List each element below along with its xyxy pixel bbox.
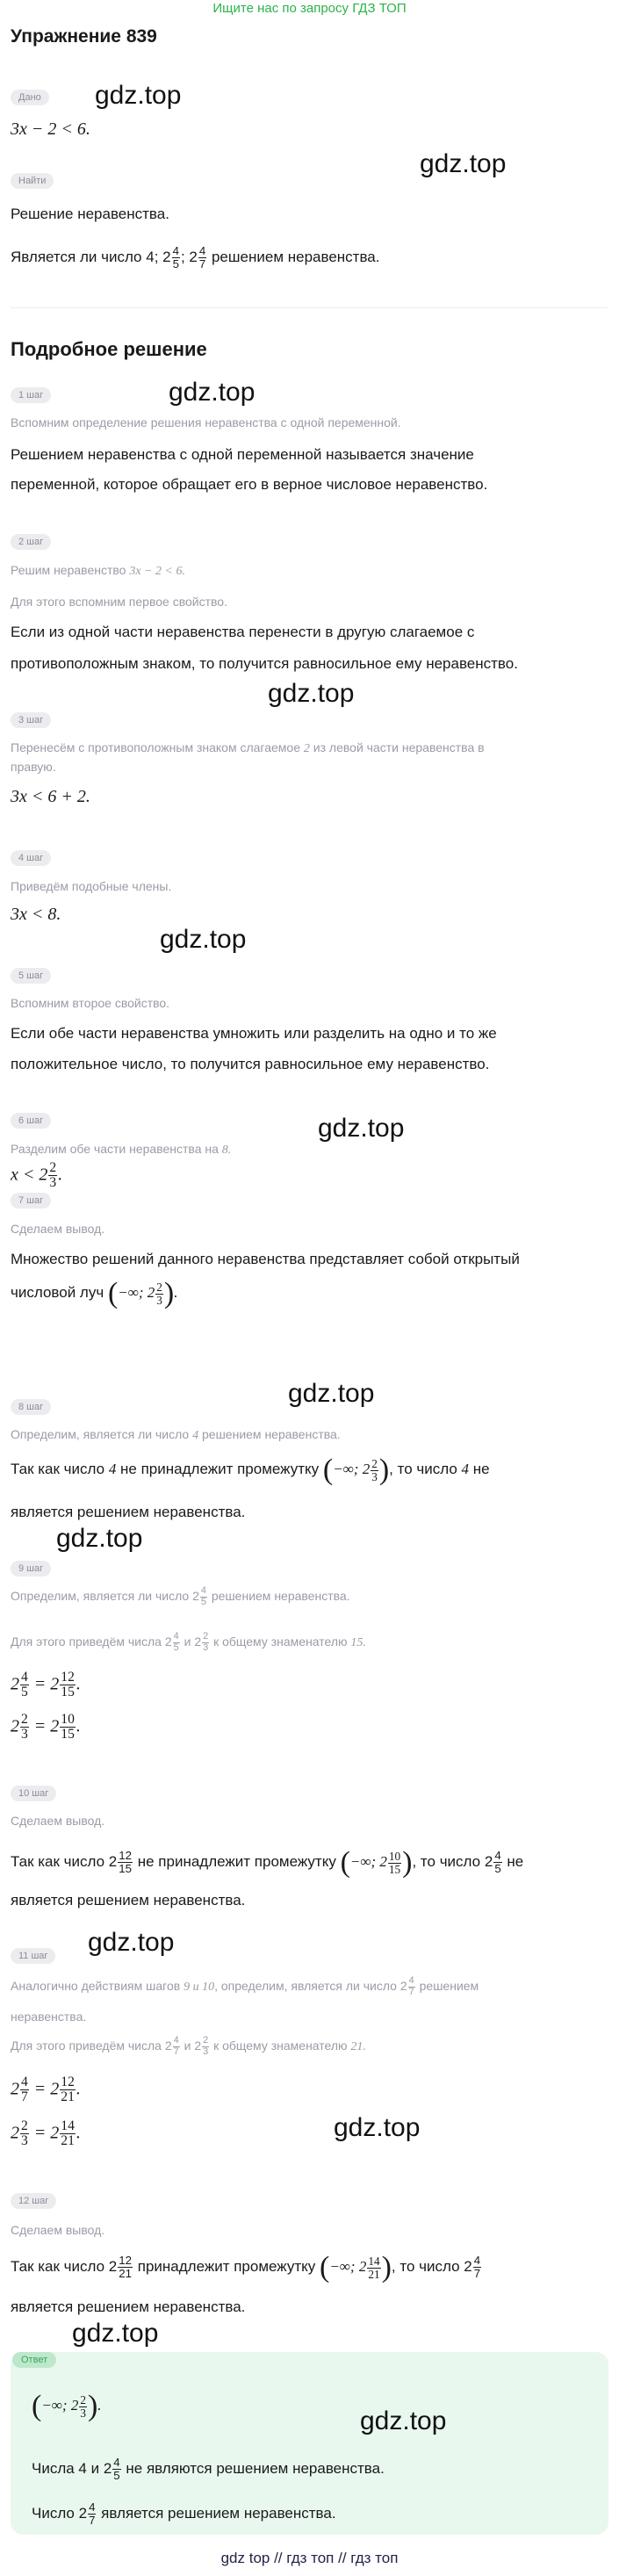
watermark: gdz.top [88, 1928, 175, 1957]
answer-label: Ответ [12, 2352, 56, 2368]
step-7-text-2: числовой луч (−∞; 2 $\frac{2}{3}$ ). [11, 1277, 178, 1310]
given-label: Дано [11, 90, 49, 105]
answer-line-2: Числа 4 и 2 $\frac{4}{5}$ не являются решением неравенства. [32, 2456, 385, 2483]
step-12-text-2: является решением неравенства. [11, 2298, 246, 2315]
given-math: 3x − 2 < 6. [11, 119, 90, 139]
step-11-label: 11 шаг [11, 1948, 55, 1964]
step-11-muted-1: Аналогично действиям шагов 9 и 10, определим, является ли число 2 $\frac{4}{7}$ решением [11, 1975, 479, 1997]
step-6-math: x < 2 $\frac{2}{3}$ . [11, 1160, 63, 1191]
step-6-label: 6 шаг [11, 1113, 51, 1129]
watermark: gdz.top [268, 679, 355, 708]
step-2-label: 2 шаг [11, 534, 51, 550]
step-2-text-1: Если из одной части неравенства перенести в другую слагаемое с [11, 624, 475, 640]
step-8-label: 8 шаг [11, 1399, 51, 1415]
step-5-muted: Вспомним второе свойство. [11, 996, 170, 1010]
step-7-muted: Сделаем вывод. [11, 1222, 105, 1236]
step-9-muted-1: Определим, является ли число 2 $\frac{4}{5}$ решением неравенства. [11, 1585, 350, 1607]
step-5-text-1: Если обе части неравенства умножить или разделить на одно и то же [11, 1025, 497, 1042]
step-1-label: 1 шаг [11, 387, 51, 403]
step-1-muted: Вспомним определение решения неравенства с одной переменной. [11, 415, 401, 429]
step-7-label: 7 шаг [11, 1193, 51, 1209]
step-9-label: 9 шаг [11, 1561, 51, 1577]
step-2-muted-1: Решим неравенство 3x − 2 < 6. [11, 563, 185, 578]
watermark: gdz.top [95, 81, 182, 110]
watermark: gdz.top [169, 378, 256, 407]
step-3-muted-2: правую. [11, 760, 56, 774]
step-7-text-1: Множество решений данного неравенства представляет собой открытый [11, 1251, 520, 1267]
step-12-label: 12 шаг [11, 2193, 56, 2209]
step-2-muted-2: Для этого вспомним первое свойство. [11, 595, 227, 609]
step-11-muted-2: неравенства. [11, 2010, 87, 2024]
step-12-muted: Сделаем вывод. [11, 2223, 105, 2237]
top-banner[interactable]: Ищите нас по запросу ГДЗ ТОП [212, 1, 407, 16]
step-4-label: 4 шаг [11, 850, 51, 866]
step-5-label: 5 шаг [11, 968, 51, 984]
step-9-muted-2: Для этого приведём числа 2 $\frac{4}{5}$ и 2 $\frac{2}{3}$ к общему знаменателю 15. [11, 1631, 366, 1653]
step-12-text-1: Так как число 2 $\frac{12}{21}$ принадлежит промежутку (−∞; 2 $\frac{14}{21}$ ), то число 2 $\frac{4}{7}$ [11, 2251, 481, 2284]
step-4-math: 3x < 8. [11, 905, 61, 924]
step-8-muted: Определим, является ли число 4 решением неравенства. [11, 1427, 341, 1442]
watermark: gdz.top [160, 925, 247, 954]
answer-line-3: Число 2 $\frac{4}{7}$ является решением неравенства. [32, 2500, 336, 2528]
step-11-muted-3: Для этого приведём числа 2 $\frac{4}{7}$ и 2 $\frac{2}{3}$ к общему знаменателю 21. [11, 2035, 366, 2057]
step-1-text-1: Решением неравенства с одной переменной называется значение [11, 446, 474, 463]
step-3-muted-1: Перенесём с противоположным знаком слагаемое 2 из левой части неравенства в [11, 740, 485, 755]
step-10-muted: Сделаем вывод. [11, 1814, 105, 1828]
step-11-math-1: 2 $\frac{4}{7}$ = 2 $\frac{12}{21}$ . [11, 2075, 81, 2105]
step-8-text-2: является решением неравенства. [11, 1504, 246, 1520]
step-3-label: 3 шаг [11, 712, 51, 728]
watermark: gdz.top [334, 2113, 421, 2142]
find-line-1: Решение неравенства. [11, 206, 169, 222]
step-1-text-2: переменной, которое обращает его в верное числовое неравенство. [11, 476, 488, 493]
watermark: gdz.top [56, 1524, 143, 1553]
step-3-math: 3x < 6 + 2. [11, 787, 90, 806]
divider [11, 307, 608, 308]
footer[interactable]: gdz top // гдз топ // гдз топ [220, 2550, 399, 2566]
detailed-heading: Подробное решение [11, 338, 207, 360]
watermark: gdz.top [420, 149, 507, 178]
find-line-2: Является ли число 4; 2 $\frac{4}{5}$ ; 2 $\frac{4}{7}$ решением неравенства. [11, 244, 380, 271]
step-11-math-2: 2 $\frac{2}{3}$ = 2 $\frac{14}{21}$ . [11, 2118, 81, 2149]
page-title: Упражнение 839 [11, 26, 157, 47]
answer-math: (−∞; 2 $\frac{2}{3}$ ). [32, 2390, 102, 2423]
watermark: gdz.top [288, 1379, 375, 1408]
step-2-text-2: противоположным знаком, то получится равносильное ему неравенство. [11, 655, 518, 672]
watermark: gdz.top [360, 2406, 447, 2435]
step-10-text-2: является решением неравенства. [11, 1892, 246, 1909]
step-9-math-2: 2 $\frac{2}{3}$ = 2 $\frac{10}{15}$ . [11, 1712, 81, 1743]
step-10-label: 10 шаг [11, 1786, 56, 1801]
step-8-text-1: Так как число 4 не принадлежит промежутку (−∞; 2 $\frac{2}{3}$ ), то число 4 не [11, 1454, 490, 1487]
step-6-muted: Разделим обе части неравенства на 8. [11, 1142, 232, 1157]
step-9-math-1: 2 $\frac{4}{5}$ = 2 $\frac{12}{15}$ . [11, 1670, 81, 1700]
step-10-text-1: Так как число 2 $\frac{12}{15}$ не принадлежит промежутку (−∞; 2 $\frac{10}{15}$ ), то число 2 $\frac{4}{5}$ не [11, 1846, 524, 1880]
find-label: Найти [11, 173, 54, 189]
step-5-text-2: положительное число, то получится равносильное ему неравенство. [11, 1056, 490, 1072]
watermark: gdz.top [318, 1114, 405, 1143]
watermark: gdz.top [72, 2319, 159, 2348]
step-4-muted: Приведём подобные члены. [11, 879, 172, 893]
